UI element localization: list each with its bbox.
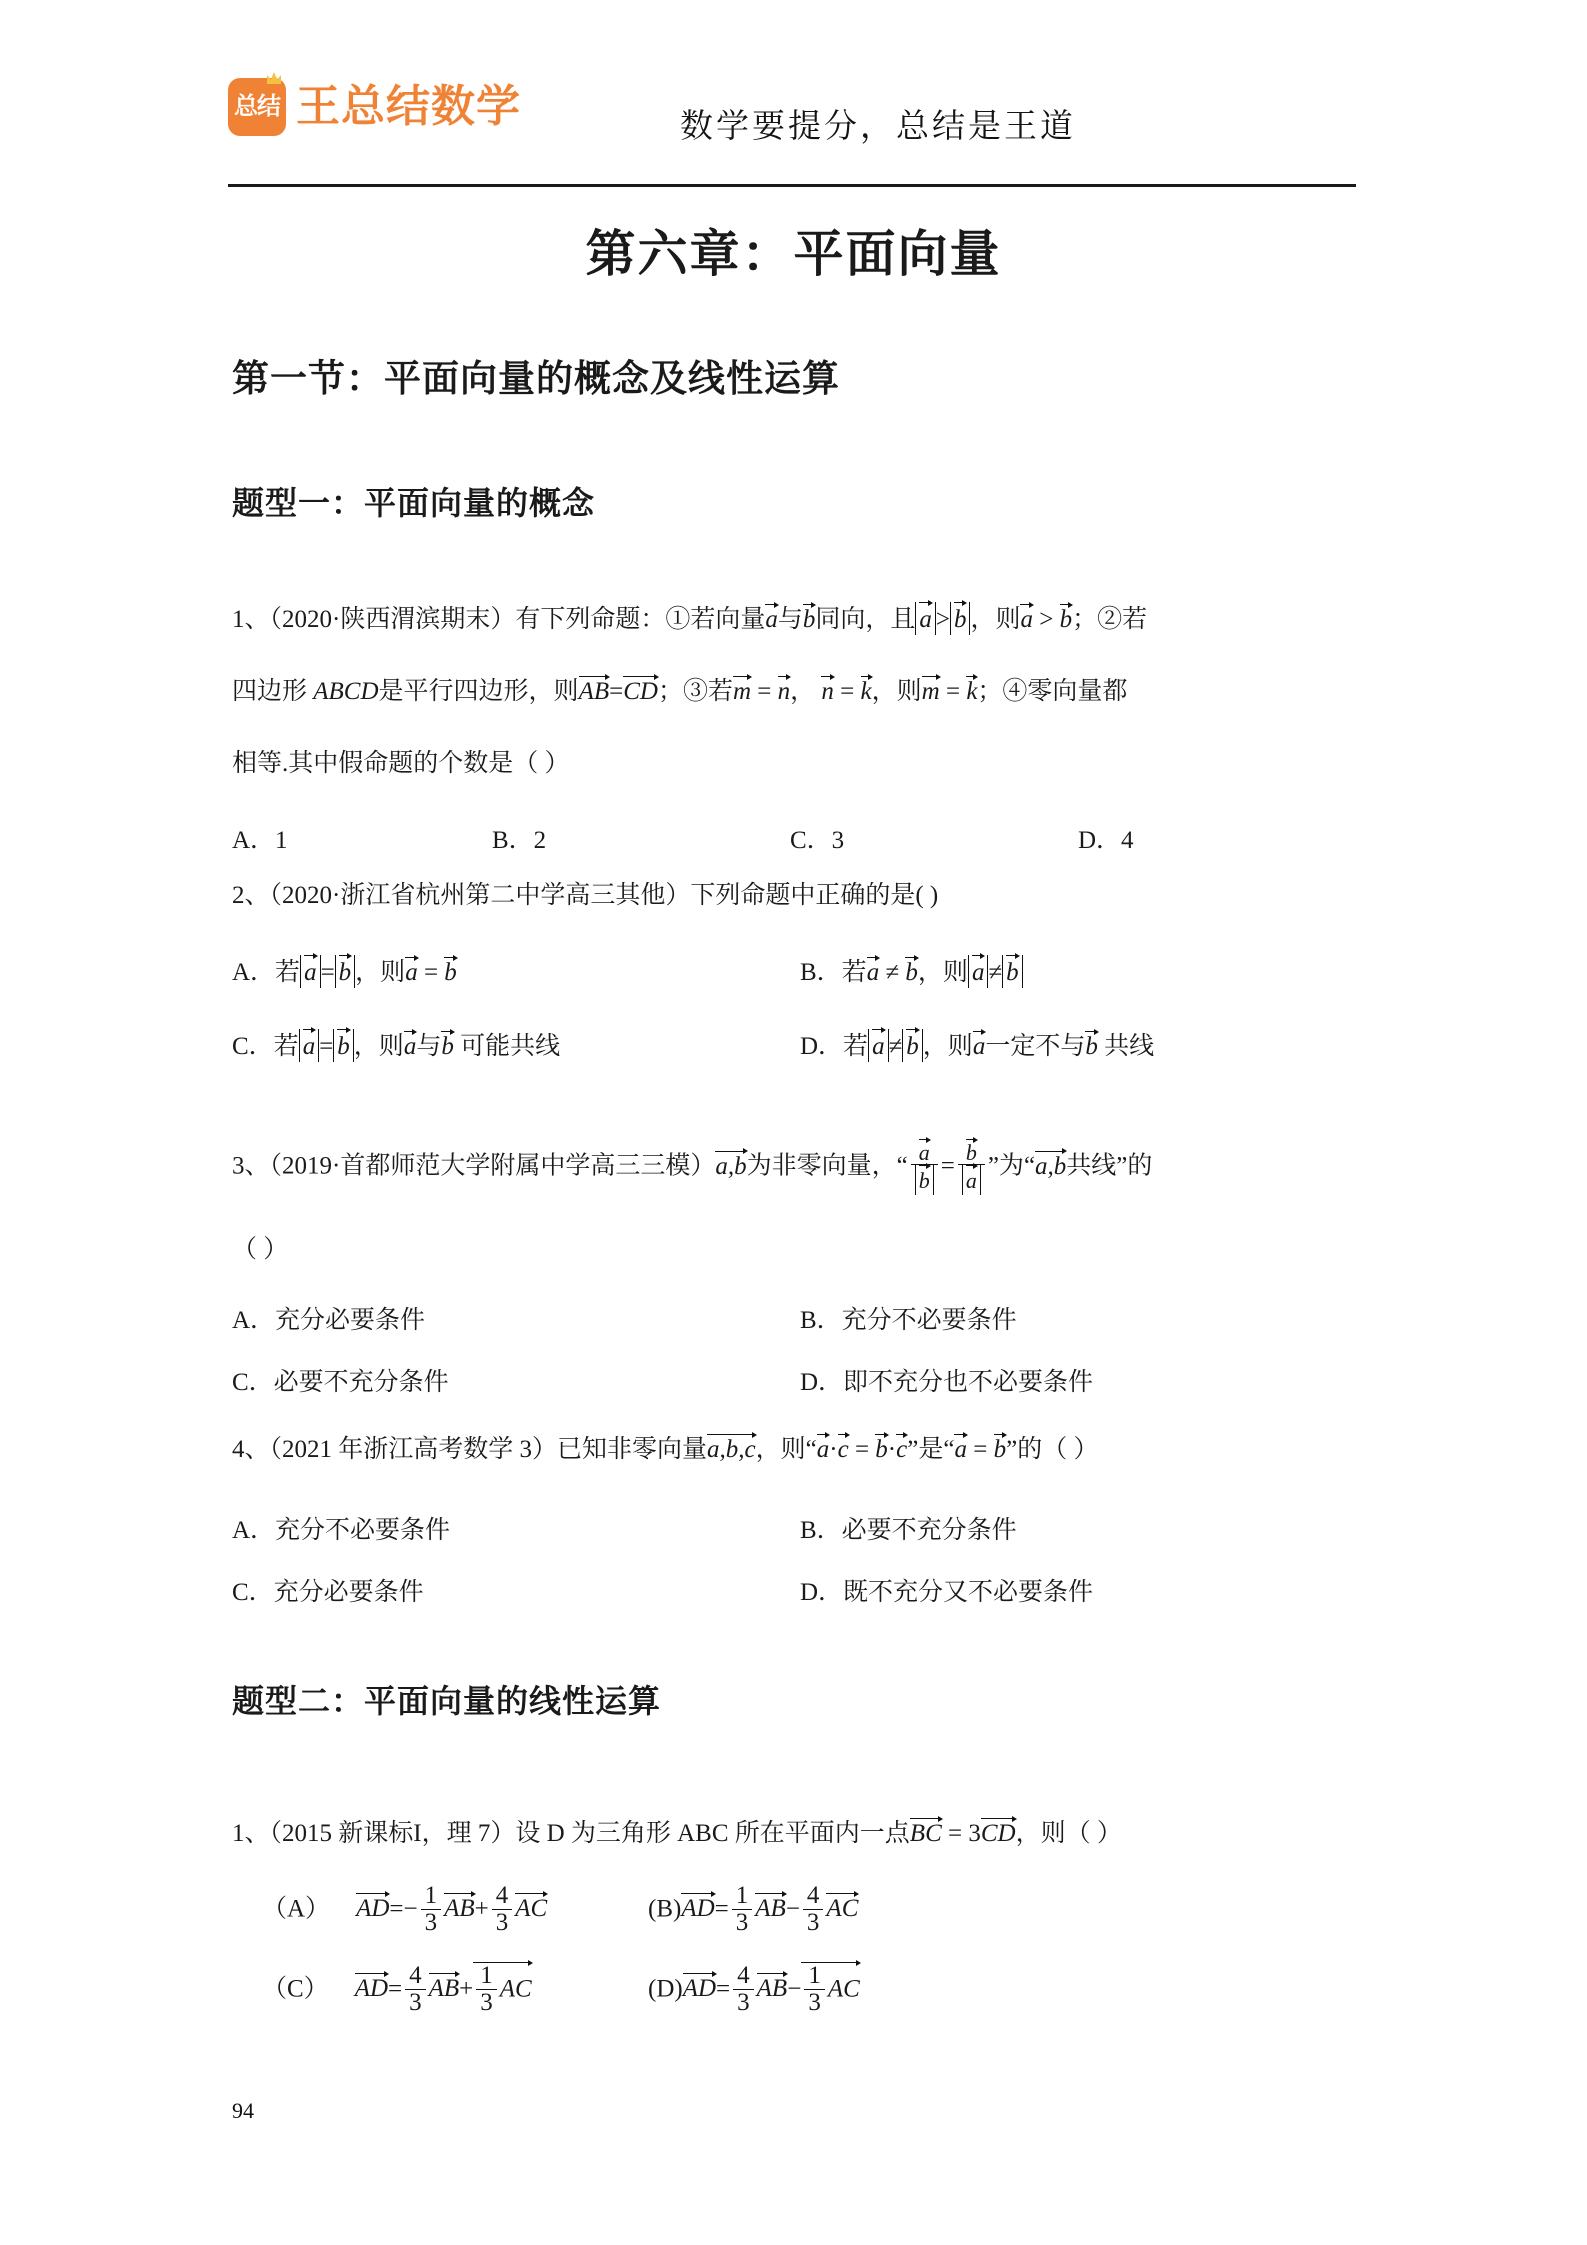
q1b-comma-1: ，	[790, 678, 816, 705]
frac-num: 1	[735, 1882, 749, 1909]
q4-text-a: 4、（2021 年浙江高考数学 3）已知非零向量	[232, 1436, 708, 1463]
eq-3: =	[840, 678, 855, 705]
abs-b	[1002, 955, 1023, 988]
q4-text-b: ，则	[755, 1436, 806, 1463]
eq: =	[320, 959, 335, 986]
quote-open-2: “	[943, 1436, 955, 1463]
vector-a-2: a	[966, 1165, 977, 1195]
frac-and-vector	[801, 1964, 859, 2018]
q1-text-d: ，则	[970, 606, 1021, 633]
neq: ≠	[888, 1033, 903, 1060]
vector-bc: BC	[909, 1820, 942, 1847]
q4-text-c: 是	[918, 1436, 944, 1463]
eq-2: =	[757, 678, 772, 705]
q1b-text-f: ；④零向量都	[977, 678, 1128, 705]
q1b-text-b: 是平行四边形，则	[378, 678, 579, 705]
quote-open: “	[896, 1152, 908, 1180]
vector-a: a	[918, 1140, 930, 1165]
vector-a-2: a	[972, 955, 985, 988]
q2a-mid: ，则	[355, 959, 406, 986]
q3-text-b: 为非零向量，	[746, 1152, 897, 1180]
q3-option-a[interactable]: A．充分必要条件	[232, 1307, 426, 1334]
q1-option-d[interactable]: D．4	[1078, 827, 1134, 854]
t2q1-option-a[interactable]	[262, 1884, 547, 1938]
frac-num: 4	[806, 1882, 820, 1909]
abs-a	[968, 955, 989, 988]
eq-2: =	[973, 1436, 988, 1463]
vector-ab: AB	[755, 1895, 786, 1923]
brand-logo	[228, 78, 521, 136]
frac-num: 4	[495, 1882, 509, 1909]
vector-b-2: b	[1085, 1033, 1098, 1060]
page-header	[228, 78, 1358, 176]
frac-den: 3	[492, 1909, 513, 1936]
q1-text-a: 1、（2020·陕西渭滨期末）有下列命题：①若向量	[232, 606, 766, 633]
vector-ac-label: AC	[499, 1975, 532, 2003]
vector-a: a	[866, 959, 880, 986]
q4-option-c[interactable]: C．充分必要条件	[232, 1579, 424, 1606]
operator: −	[785, 1895, 800, 1923]
fraction-2	[803, 1883, 824, 1937]
q2c-mid: ，则	[353, 1033, 404, 1060]
header-divider	[228, 184, 1356, 187]
q2c-pre: C．若	[232, 1033, 299, 1060]
eq: =	[389, 1895, 404, 1923]
vector-b-2: b	[965, 1140, 977, 1165]
frac-num	[911, 1139, 938, 1164]
eq: =	[716, 1975, 731, 2003]
vector-a-2: a	[403, 1033, 417, 1060]
vectors-a-b-c: a,b,c	[707, 1436, 756, 1463]
vector-ac: AC	[515, 1895, 548, 1923]
topic2-question-1-stem	[232, 1818, 1122, 1848]
frac-num	[958, 1139, 985, 1164]
vector-k-2: k	[966, 678, 978, 705]
page-number: 94	[232, 2098, 254, 2123]
neq-2: ≠	[988, 959, 1003, 986]
fraction-1	[405, 1963, 426, 2017]
q3-text-a: 3、（2019·首都师范大学附属中学高三三模）	[232, 1152, 716, 1180]
eq-4: =	[945, 678, 961, 705]
frac-num: 1	[424, 1882, 438, 1909]
frac-num: 4	[737, 1962, 750, 1989]
fraction-b-over-abs-a	[958, 1139, 985, 1195]
q2d-end: 共线	[1104, 1033, 1155, 1060]
q1-text-e: ；②若	[1072, 606, 1148, 633]
t2q1-option-c[interactable]	[262, 1962, 532, 2018]
vector-m-2: m	[921, 678, 940, 705]
frac-den: 3	[405, 1989, 426, 2016]
vector-ad: AD	[682, 1975, 717, 2003]
brand-name: 王总结数学	[296, 82, 521, 131]
vector-c-2: c	[896, 1436, 908, 1463]
vector-cd: CD	[980, 1820, 1016, 1847]
dot-product-sign-2: ·	[887, 1436, 897, 1463]
abs-b	[950, 602, 971, 635]
operator: −	[787, 1975, 802, 2003]
q2b-mid: ，则	[917, 959, 968, 986]
brand-tagline: 数学要提分，总结是王道	[680, 109, 1076, 145]
q1b-text-c: ；③若	[657, 678, 733, 705]
eq-2: =	[423, 959, 439, 986]
vector-ac-wrapper	[473, 1962, 531, 2018]
vector-b-2: b	[444, 959, 457, 986]
q2-option-b[interactable]	[800, 952, 1023, 988]
t2q1-option-b[interactable]	[648, 1884, 858, 1938]
vector-ab: AB	[756, 1975, 788, 2003]
q1b-text-e: ，则	[871, 678, 922, 705]
vector-b: b	[905, 959, 918, 986]
vector-b-2: b	[441, 1033, 454, 1060]
fraction-1	[732, 1883, 753, 1937]
eq: =	[388, 1975, 403, 2003]
vector-a: a	[816, 1436, 830, 1463]
option-label: （C）	[262, 1975, 329, 2003]
vector-a-inner: a	[919, 602, 932, 635]
vector-a-2: a	[405, 959, 418, 986]
vector-b: b	[906, 1029, 919, 1062]
q2d-tail: 一定不与	[985, 1033, 1086, 1060]
fraction-1	[733, 1963, 754, 2017]
vectors-a-b-2: a,b	[1035, 1152, 1067, 1180]
abs-b	[915, 1165, 934, 1195]
quote-close: ”	[907, 1436, 919, 1463]
eq: =	[714, 1895, 729, 1923]
abs-a	[300, 955, 321, 988]
vector-c: c	[837, 1436, 849, 1463]
q1-option-a[interactable]: A．1	[232, 827, 288, 854]
option-label: (D)	[648, 1975, 683, 2003]
vector-b: b	[875, 1436, 888, 1463]
frac-den: 3	[421, 1909, 442, 1936]
frac-den: 3	[803, 1909, 824, 1936]
topic-heading-1: 题型一：平面向量的概念	[232, 485, 596, 521]
q2-option-a[interactable]	[232, 952, 457, 988]
frac-den	[958, 1164, 985, 1195]
question-3-blank: （ ）	[232, 1236, 289, 1263]
vector-b: b	[919, 1165, 930, 1195]
question-1-line-3: 相等.其中假命题的个数是（ ）	[232, 750, 570, 777]
vector-n-2: n	[821, 678, 834, 705]
question-3-stem	[232, 1140, 1152, 1196]
vector-ad: AD	[354, 1975, 389, 2003]
eq-1: =	[609, 678, 624, 705]
frac-den: 3	[476, 1989, 497, 2016]
frac-num: 1	[808, 1962, 821, 1989]
quad-abcd: ABCD	[313, 678, 379, 705]
coefficient-3: 3	[968, 1820, 981, 1847]
quote-open-2: “	[1023, 1152, 1036, 1180]
frac-den: 3	[733, 1989, 754, 2016]
vector-a: a	[765, 606, 778, 633]
vector-a-2: a	[1020, 606, 1033, 633]
vector-b-inner: b	[954, 602, 967, 635]
q3-text-d: 共线”的	[1066, 1152, 1153, 1180]
fraction-2	[804, 1963, 825, 2017]
operator: +	[459, 1975, 474, 2003]
vector-a: a	[872, 1029, 885, 1062]
question-4-stem	[232, 1434, 1098, 1464]
vector-m: m	[732, 678, 752, 705]
vector-ab: AB	[444, 1895, 475, 1923]
q3-option-b[interactable]: B．充分不必要条件	[800, 1307, 1017, 1334]
q1-text-c: 同向，且	[815, 606, 916, 633]
abs-a	[299, 1029, 320, 1062]
vector-a: a	[304, 955, 317, 988]
abs-a	[868, 1029, 889, 1062]
vector-a: a	[303, 1029, 316, 1062]
frac-num: 4	[409, 1962, 422, 1989]
vector-b-2: b	[1006, 955, 1019, 988]
vector-n: n	[777, 678, 791, 705]
fraction-1	[421, 1883, 442, 1937]
crown-icon	[267, 72, 281, 84]
leading-sign: −	[403, 1895, 418, 1923]
fraction-2	[476, 1963, 497, 2017]
t2q1-text-b: ，则（ ）	[1015, 1820, 1122, 1847]
q4-option-d[interactable]: D．既不充分又不必要条件	[800, 1579, 1094, 1606]
dot-product-sign: ·	[829, 1436, 838, 1463]
option-label: （A）	[262, 1895, 331, 1923]
logo-badge-text: 总结	[234, 93, 280, 120]
q2-option-d[interactable]	[800, 1026, 1154, 1062]
q2c-tail: 与	[416, 1033, 442, 1060]
q2-option-c[interactable]	[232, 1026, 560, 1062]
q2c-end: 可能共线	[460, 1033, 561, 1060]
vector-b: b	[802, 606, 816, 633]
question-1-line-1	[232, 602, 1147, 635]
vector-b-2: b	[993, 1436, 1007, 1463]
vector-ad: AD	[681, 1895, 715, 1923]
vector-ad: AD	[356, 1895, 390, 1923]
vector-ac: AC	[826, 1895, 859, 1923]
logo-badge-icon	[228, 78, 286, 136]
abs-b	[902, 1029, 923, 1062]
eq: =	[854, 1436, 870, 1463]
topic-heading-2: 题型二：平面向量的线性运算	[232, 1683, 662, 1719]
fraction-2	[492, 1883, 513, 1937]
abs-b	[333, 1029, 354, 1062]
q1-option-b[interactable]: B．2	[492, 827, 547, 854]
vector-b-2: b	[1059, 606, 1073, 633]
q2b-pre: B．若	[800, 959, 867, 986]
q2d-mid: ，则	[922, 1033, 973, 1060]
fraction-a-over-abs-b	[911, 1139, 938, 1195]
q4-option-b[interactable]: B．必要不充分条件	[800, 1517, 1017, 1544]
vector-b: b	[339, 955, 352, 988]
q2d-pre: D．若	[800, 1033, 869, 1060]
frac-den	[911, 1164, 938, 1195]
option-label: (B)	[648, 1895, 682, 1923]
vector-a-2: a	[972, 1033, 986, 1060]
frac-den: 3	[732, 1909, 753, 1936]
q3-text-c: 为	[998, 1152, 1024, 1180]
vector-ac-wrapper	[801, 1962, 859, 2018]
abs-a	[915, 602, 936, 635]
q3-option-c[interactable]: C．必要不充分条件	[232, 1369, 449, 1396]
vector-k: k	[860, 678, 872, 705]
neq: ≠	[885, 959, 900, 986]
abs-a-2	[962, 1165, 981, 1195]
q1b-text-a: 四边形	[232, 678, 308, 705]
chapter-title: 第六章：平面向量	[585, 226, 1002, 282]
vector-ac-label: AC	[827, 1975, 860, 2003]
section-title: 第一节：平面向量的概念及线性运算	[232, 358, 840, 399]
quote-open: “	[805, 1436, 817, 1463]
frac-and-vector	[473, 1964, 531, 2018]
gt-sign-2: >	[1039, 606, 1054, 633]
vectors-a-b: a,b	[715, 1152, 747, 1180]
vector-ab: AB	[578, 678, 610, 705]
question-1-line-2	[232, 676, 1127, 706]
quote-close-2: ”	[1006, 1436, 1018, 1463]
eq: =	[940, 1152, 955, 1180]
q4-option-a[interactable]: A．充分不必要条件	[232, 1517, 451, 1544]
quote-close: ”	[987, 1152, 999, 1180]
q3-option-d[interactable]: D．即不充分也不必要条件	[800, 1369, 1094, 1396]
t2q1-text-a: 1、（2015 新课标I，理 7）设 D 为三角形 ABC 所在平面内一点	[232, 1820, 910, 1847]
question-2-stem: 2、（2020·浙江省杭州第二中学高三其他）下列命题中正确的是( )	[232, 882, 939, 909]
eq: =	[319, 1033, 334, 1060]
gt-sign: >	[935, 606, 950, 633]
q1-option-c[interactable]: C．3	[790, 827, 845, 854]
t2q1-option-d[interactable]	[648, 1962, 860, 2018]
eq: =	[948, 1820, 963, 1847]
frac-den: 3	[804, 1989, 825, 2016]
operator: +	[474, 1895, 489, 1923]
q1-text-b: 与	[777, 606, 803, 633]
vector-a-2: a	[954, 1436, 967, 1463]
vector-cd: CD	[623, 678, 658, 705]
abs-b	[335, 955, 356, 988]
vector-b: b	[337, 1029, 350, 1062]
q4-text-d: 的（ ）	[1017, 1436, 1099, 1463]
vector-ab: AB	[428, 1975, 460, 2003]
q2a-pre: A．若	[232, 959, 301, 986]
frac-num: 1	[480, 1962, 493, 1989]
